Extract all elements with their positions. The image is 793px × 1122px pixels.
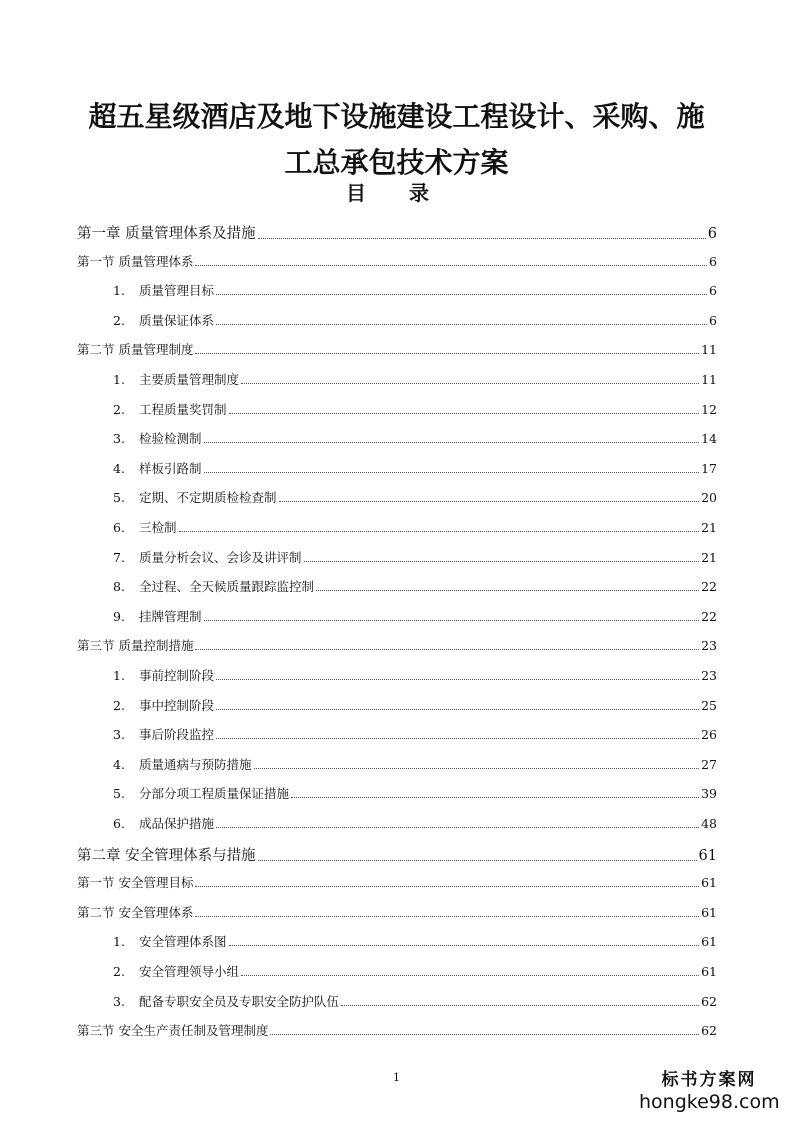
toc-entry-page: 62 <box>701 1023 717 1039</box>
toc-entry-leader <box>216 709 699 710</box>
toc-entry-page: 6 <box>709 283 717 299</box>
toc-entry[interactable] <box>113 992 717 1010</box>
toc-entry[interactable] <box>113 814 717 832</box>
toc-entry-page: 61 <box>701 875 717 891</box>
toc-entry-number: 3. <box>113 727 125 743</box>
toc-entry-page: 23 <box>701 668 717 683</box>
toc-entry-number: 4. <box>113 756 125 772</box>
toc-entry-label: 第一节 质量管理体系 <box>77 253 194 269</box>
toc-entry-label: 第一节 安全管理目标 <box>77 875 194 891</box>
toc-entry-number: 7. <box>113 549 125 565</box>
toc-entry-label: 定期、不定期质检检查制 <box>139 490 277 506</box>
toc-entry-number: 8. <box>113 579 125 595</box>
toc-entry-page: 61 <box>701 904 717 920</box>
toc-entry[interactable] <box>113 548 717 566</box>
toc-entry-number: 2. <box>113 312 125 328</box>
toc-entry-label: 工程质量奖罚制 <box>139 401 227 417</box>
document-title-line-2: 工总承包技术方案 <box>284 146 509 179</box>
toc-entry-number: 3. <box>113 431 125 447</box>
toc-entry-label: 事前控制阶段 <box>139 668 215 683</box>
watermark-url: hongke98.com <box>639 1091 780 1113</box>
toc-entry-label: 事中控制阶段 <box>139 697 215 713</box>
toc-entry[interactable] <box>77 903 717 921</box>
toc-entry-leader <box>195 353 699 354</box>
toc-entry[interactable] <box>113 962 717 980</box>
toc-entry[interactable] <box>113 459 717 477</box>
toc-entry-leader <box>316 590 699 591</box>
toc-heading: 目 录 <box>346 181 447 205</box>
toc-entry-page: 21 <box>701 520 717 535</box>
toc-entry-page: 6 <box>709 253 717 269</box>
toc-entry-page: 21 <box>701 549 717 565</box>
toc-entry-number: 6. <box>113 520 125 535</box>
toc-entry-leader <box>216 827 699 828</box>
toc-entry-leader <box>291 797 699 798</box>
toc-entry-leader <box>195 916 699 917</box>
toc-entry-label: 第二节 质量管理制度 <box>77 342 194 358</box>
toc-entry-number: 1. <box>113 372 125 387</box>
toc-entry-label: 安全管理体系图 <box>139 934 227 950</box>
toc-entry-page: 61 <box>701 934 717 950</box>
toc-entry-leader <box>179 531 700 532</box>
toc-entry-leader <box>258 238 706 239</box>
toc-entry[interactable] <box>113 607 717 625</box>
toc-entry-label: 全过程、全天候质量跟踪监控制 <box>139 579 315 595</box>
toc-entry-label: 事后阶段监控 <box>139 727 215 743</box>
toc-entry-page: 62 <box>701 993 717 1009</box>
toc-entry-number: 6. <box>113 816 125 831</box>
toc-entry-number: 3. <box>113 993 125 1009</box>
toc-entry-label: 质量通病与预防措施 <box>139 756 252 772</box>
toc-entry-page: 20 <box>701 490 717 506</box>
toc-entry[interactable] <box>113 429 717 447</box>
toc-entry-label: 第三节 质量控制措施 <box>77 638 194 654</box>
toc-entry-leader <box>341 1005 699 1006</box>
toc-entry-leader <box>216 324 707 325</box>
toc-entry-page: 48 <box>701 816 717 831</box>
toc-entry-label: 配备专职安全员及专职安全防护队伍 <box>139 993 340 1009</box>
toc-entry-leader <box>304 561 700 562</box>
toc-entry[interactable] <box>113 281 717 299</box>
toc-entry-leader <box>195 649 699 650</box>
toc-entry-page: 12 <box>701 401 717 417</box>
toc-entry-leader <box>204 620 700 621</box>
toc-entry[interactable] <box>113 518 717 536</box>
toc-entry-page: 6 <box>709 312 717 328</box>
toc-entry[interactable] <box>113 755 717 773</box>
toc-entry[interactable] <box>77 1021 717 1039</box>
toc-entry-leader <box>204 472 700 473</box>
toc-entry-label: 成品保护措施 <box>139 816 215 831</box>
toc-entry-leader <box>229 945 700 946</box>
toc-entry-leader <box>241 383 699 384</box>
toc-entry-page: 27 <box>701 756 717 772</box>
toc-entry-number: 1. <box>113 283 125 299</box>
toc-entry-label: 检验检测制 <box>139 431 202 447</box>
toc-entry[interactable] <box>113 725 717 743</box>
toc-entry[interactable] <box>77 873 717 891</box>
toc-entry-leader <box>195 265 707 266</box>
toc-entry[interactable] <box>77 844 717 865</box>
toc-entry-label: 第二节 安全管理体系 <box>77 904 194 920</box>
toc-entry[interactable] <box>113 311 717 329</box>
toc-entry-leader <box>258 860 697 861</box>
toc-entry-leader <box>216 679 699 680</box>
toc-entry-label: 质量保证体系 <box>139 312 215 328</box>
watermark <box>639 1070 779 1114</box>
toc-entry-page: 23 <box>701 638 717 654</box>
toc-entry[interactable] <box>113 784 717 802</box>
toc-entry-page: 22 <box>701 579 717 595</box>
toc-entry-leader <box>279 501 700 502</box>
toc-entry[interactable] <box>113 370 717 388</box>
toc-entry[interactable] <box>113 400 717 418</box>
toc-entry-number: 2. <box>113 964 125 979</box>
toc-entry[interactable] <box>113 696 717 714</box>
toc-entry-page: 25 <box>701 697 717 713</box>
toc-entry-leader <box>229 413 700 414</box>
toc-entry-page: 61 <box>698 847 717 864</box>
toc-entry-page: 22 <box>701 608 717 624</box>
toc-entry-label: 样板引路制 <box>139 460 202 476</box>
toc-entry-number: 9. <box>113 608 125 624</box>
toc-entry-number: 4. <box>113 460 125 476</box>
toc-entry-number: 2. <box>113 401 125 417</box>
toc-entry-number: 2. <box>113 697 125 713</box>
toc-entry-leader <box>254 768 700 769</box>
toc-entry-label: 第三节 安全生产责任制及管理制度 <box>77 1023 269 1039</box>
toc-entry-leader <box>216 738 699 739</box>
toc-entry-page: 61 <box>701 964 717 979</box>
toc-entry-label: 挂牌管理制 <box>139 608 202 624</box>
toc-entry[interactable] <box>113 932 717 950</box>
toc-entry-leader <box>241 975 699 976</box>
toc-entry-number: 5. <box>113 490 125 506</box>
toc-entry-label: 三检制 <box>139 520 177 535</box>
toc-entry-page: 6 <box>707 226 717 242</box>
toc-entry-label: 第二章 安全管理体系与措施 <box>77 847 256 864</box>
toc-entry-label: 质量管理目标 <box>139 283 215 299</box>
toc-entry[interactable] <box>77 636 717 654</box>
toc-entry-label: 质量分析会议、会诊及讲评制 <box>139 549 302 565</box>
toc-entry[interactable] <box>77 222 717 243</box>
toc-entry[interactable] <box>77 340 717 358</box>
toc-entry-leader <box>195 886 699 887</box>
toc-entry-number: 1. <box>113 668 125 683</box>
toc-entry-label: 分部分项工程质量保证措施 <box>139 786 290 802</box>
toc-entry-number: 5. <box>113 786 125 802</box>
toc-entry-page: 26 <box>701 727 717 743</box>
toc-entry-page: 11 <box>701 372 717 387</box>
document-title-line-1: 超五星级酒店及地下设施建设工程设计、采购、施 <box>88 100 705 133</box>
toc-entry-leader <box>270 1034 699 1035</box>
toc-entry[interactable] <box>113 666 717 684</box>
toc-entry-label: 主要质量管理制度 <box>139 372 240 387</box>
toc-entry-label: 安全管理领导小组 <box>139 964 240 979</box>
toc-entry-page: 39 <box>701 786 717 802</box>
page-number: 1 <box>393 1071 400 1084</box>
toc-entry-leader <box>204 442 700 443</box>
toc-entry[interactable] <box>113 577 717 595</box>
toc-entry-leader <box>216 294 707 295</box>
document-title <box>40 94 753 186</box>
toc-entry[interactable] <box>77 252 717 270</box>
watermark-name: 标书方案网 <box>661 1070 757 1090</box>
toc-entry-number: 1. <box>113 934 125 950</box>
toc-entry[interactable] <box>113 488 717 506</box>
toc-entry-label: 第一章 质量管理体系及措施 <box>77 226 256 242</box>
toc-entry-page: 11 <box>701 342 717 358</box>
toc-entry-page: 14 <box>701 431 717 447</box>
toc-entry-page: 17 <box>701 460 717 476</box>
